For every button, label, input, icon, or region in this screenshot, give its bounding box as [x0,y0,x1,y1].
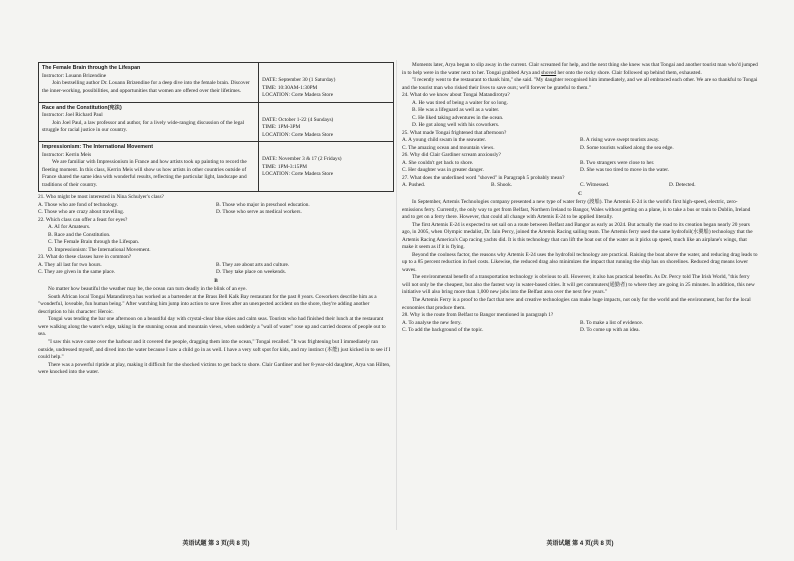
question-options [38,262,394,277]
option[interactable]: C. To add the background of the topic. [402,327,484,334]
course-time-cell [259,142,394,192]
course-description: We are familiar with Impressionism in France and how artists took up painting to record the fleeting moment. In this class, Kerrin Meis will show us how artists in other countries outside of France shared the same idea with wonderful results, reflecting the particular light, landscape and traditions of their country. [42,159,247,188]
course-time-cell [259,63,394,103]
option[interactable]: B. To make a list of evidence. [580,319,644,326]
option[interactable]: D. She was too tired to move in the water. [580,167,669,174]
option[interactable]: C. The amazing ocean and mountain views. [402,144,495,151]
passage-b-paragraph: Moments later, Arya began to slip away in the current. Clair screamed for help, and the next thing she knew was that Tongai and another tourist man who'd jumped in to help were in the water next to her. Tongai grabbed Arya and shoved her onto the rocky shore. Clair followed up behind them, exhausted. [402,62,758,76]
option[interactable]: B. Two strangers were close to her. [580,159,655,166]
option[interactable]: D. He got along well with his coworkers. [412,122,500,129]
paragraph: Tongai was tending the bar one afternoon on a beautiful day with crystal-clear blue skies and calm seas. Tourists who had finished their lunch at the restaurant were walking along the water's edge, taking in the stunning ocean and mountain views, when suddenly a "wall of water" rose up and carried dozens of people out to sea. [38,316,386,338]
course-time-cell [259,102,394,142]
option[interactable]: B. A rising wave swept tourists away. [580,137,660,144]
course-description: Join Joel Paul, a law professor and author, for a lively wide-ranging discussion of the legal struggle for racial justice in our country. [42,119,245,134]
course-description-cell [39,102,259,142]
passage-b-part1 [38,286,394,376]
course-row [39,102,394,142]
option[interactable]: B. He was a lifeguard as well as a waiter. [412,107,500,114]
paragraph: The first Artemis E-24 is expected to set sail on a route between Belfast and Bangor as early as 2024. But actually the road to its creation began nearly 20 years ago, in 2005, when Olympic medalist, Dr. Iain Percy, joined the Artemis Racing sailing team. The Artemis ferry used the same hydrofoil(水翼船) technology that the Artemis Racing America's Cup racing yachts did. It is this technology that can lift the boat out of the water as it picks up speed, much like an airplane's wings, that make it seem as if it is flying. [402,221,753,251]
option[interactable]: B. Shook. [491,182,513,189]
option[interactable]: B. They are about arts and culture. [216,261,290,268]
option[interactable]: A. To analyse the new ferry. [402,319,462,326]
option[interactable]: D. They take place on weekends. [216,269,287,276]
option[interactable]: C. He liked taking adventures in the ocean. [412,114,504,121]
question [402,92,758,130]
question [38,217,394,255]
course-description-cell [39,142,259,192]
footer-page-4: 英语试题 第 4 页(共 8 页) [546,541,614,547]
option[interactable]: C. Her daughter was in greater danger. [402,167,484,174]
question-options [402,100,758,130]
paragraph: No matter how beautiful the weather may be, the ocean can turn deadly in the blink of an eye. [48,286,247,293]
option[interactable]: A. Those who are fond of technology. [38,201,119,208]
course-time: TIME: 10:30AM-1:30PM [262,84,318,91]
question-options [402,320,758,335]
paragraph: "I saw this wave come over the harbour and it covered the people, dragging them into the ocean," Tongai recalled. "It was frightening but I immediately ran outside, undressed myself, and dived into the water because I saw a child go in as well. I have a very soft spot for kids, and my instinct (本能) just kicked in to see if I could help." [38,338,391,361]
section-b-heading: B [214,277,218,284]
question-options [38,202,394,217]
course-title: Impressionism: The International Movement [42,144,153,151]
option[interactable]: A. He was tired of being a waiter for so long. [412,99,508,106]
question-28 [402,312,758,335]
right-page [402,62,758,335]
course-date: DATE: October 1-22 (4 Sundays) [262,116,334,123]
option[interactable]: C. Those who are crazy about travelling. [38,209,125,216]
question-stem: 28. Why is the route from Belfast to Bangor mentioned in paragraph 1? [402,312,554,319]
course-title: Race and the Constitution(宪法) [42,104,122,111]
course-location: LOCATION: Corte Madera Store [262,171,334,178]
option[interactable]: D. Impressionism: The International Movement. [48,246,151,253]
questions-21-23 [38,194,394,277]
paragraph: South African local Tongai Matandirotya has worked as a bartender at the Brass Bell Kalk Bay restaurant for the past 8 years. Coworkers describe him as a "wonderful, loveable, fun human being." After watching him jump into action to save lives after an unexpected accident on the shore, they're adding another description to his character: Heroic. [38,293,377,315]
paragraph: The environmental benefit of a transportation technology is obvious to all. However, it also has practical benefits. As Dr. Percy told The Irish World, "this ferry will not only be the cheapest, but also the fastest way in water-based cities. It will get commuters(通勤者) to where they are going in 25 minutes. In addition, this new initiative will also bring more than 1,000 new jobs into the Belfast area over the next few years." [402,274,755,296]
course-instructor: Instructor: Kerrin Meis [42,151,92,158]
course-description: Join bestselling author Dr. Louann Brizendine for a deep dive into the female brain. Discover the inner-working, possibilities, and opportunities that women are offered over their lifetimes. [42,80,250,94]
question [402,130,758,153]
section-c-heading: C [578,190,582,197]
course-location: LOCATION: Corte Madera Store [262,131,334,138]
course-title: The Female Brain through the Lifespan [42,65,141,71]
question-stem: 27. What does the underlined word "shoved" in Paragraph 5 probably mean? [402,174,565,181]
footer-page-3: 英语试题 第 3 页(共 8 页) [182,541,250,547]
question [38,254,394,277]
option[interactable]: C. The Female Brain through the Lifespan. [48,239,140,246]
question-stem: 25. What made Tongai frightened that afternoon? [402,129,507,136]
option[interactable]: C. They are given in the same place. [38,269,116,276]
page-divider [396,60,397,530]
course-row [39,63,394,103]
underlined-word-shoved: shoved [541,69,557,76]
questions-24-27 [402,92,758,190]
question [402,175,758,190]
paragraph: In September, Artemis Technologies company presented a new type of water ferry (渡船). The Artemis E-24 is the world's first high-speed, electric, zero-emissions ferry. Currently, the only way to get from Belfast, Northern Ireland to Bangor, Wales without getting on a plane, is to take a bus or train to Dublin, Ireland and to get on a ferry there. However, that could all change with Artemis E-24 to be applied literally. [402,199,751,221]
paragraph: The Artemis Ferry is a proof to the fact that new and creative technologies can make huge impacts, not only for the world and the environment, but for the local economies that produce them. [402,296,751,311]
course-schedule-table [38,62,394,192]
option[interactable]: B. Race and the Constitution. [48,231,111,238]
question-stem: 23. What do these classes have in common? [38,254,132,261]
option[interactable]: D. Some tourists walked along the sea edge. [580,144,674,151]
option[interactable]: D. To come up with an idea. [580,327,640,334]
option[interactable]: A. She couldn't get back to shore. [402,159,474,166]
option[interactable]: D. Detected. [669,182,696,189]
course-location: LOCATION: Corte Madera Store [262,92,334,99]
option[interactable]: A. Pushed. [402,182,426,189]
option[interactable]: C. Witnessed. [580,182,610,189]
course-row [39,142,394,192]
left-page [38,62,394,377]
course-time: TIME: 1PM-3PM [262,124,301,131]
question-stem: 26. Why did Clair Gardiner scream anxiously? [402,152,501,159]
question-stem: 24. What do we know about Tongai Matandirotya? [402,92,510,99]
question [38,194,394,217]
passage-c [402,199,758,312]
question [402,152,758,175]
course-description-cell [39,63,259,103]
course-date: DATE: November 3 & 17 (2 Fridays) [262,156,342,163]
paragraph: There was a powerful riptide at play, making it difficult for the shocked victims to get back to shore. Clair Gardiner and her 8-year-old daughter, Arya van Hilten, were knocked into the water. [38,361,391,376]
paragraph: Beyond the coolness factor, the reasons why Artemis E-24 uses the hydrofoil technology are practical. Raising the boat above the water, and reducing drag leads to up to a 85 percent reduction in fuel costs. Likewise, the reduced drag also minimizes the impact that running the ship has on shorelines. Reduced drag means lower waves. [402,251,758,273]
question-options [402,160,758,175]
course-time: TIME: 1PM-3:15PM [262,163,307,170]
question-stem: 22. Which class can offer a feast for eyes? [38,216,128,223]
passage-b-paragraph: "I recently went to the restaurant to thank him," she said. "My daughter recognised him immediately, and we all embraced each other. We are so thankful to Tongai and the tourist man who risked their lives to save ours; we'll forever be grateful to them." [402,77,758,91]
option[interactable]: D. Those who serve as medical workers. [216,209,302,216]
course-instructor: Instructor: Louann Brizendine [42,72,107,79]
question-options [402,137,758,152]
question-options [38,224,394,254]
option[interactable]: A. They all last for two hours. [38,261,102,268]
course-instructor: Instructor: Joel Richard Paul [42,112,103,119]
option[interactable]: A. AI for Amateurs. [48,224,91,231]
question-stem: 21. Who might be most interested in Nina Schulyer's class? [38,194,164,201]
option[interactable]: B. Those who major in preschool education. [216,201,310,208]
option[interactable]: A. A young child swam in the seawater. [402,137,486,144]
course-date: DATE: September 30 (1 Saturday) [262,77,336,83]
question-options [402,182,758,190]
